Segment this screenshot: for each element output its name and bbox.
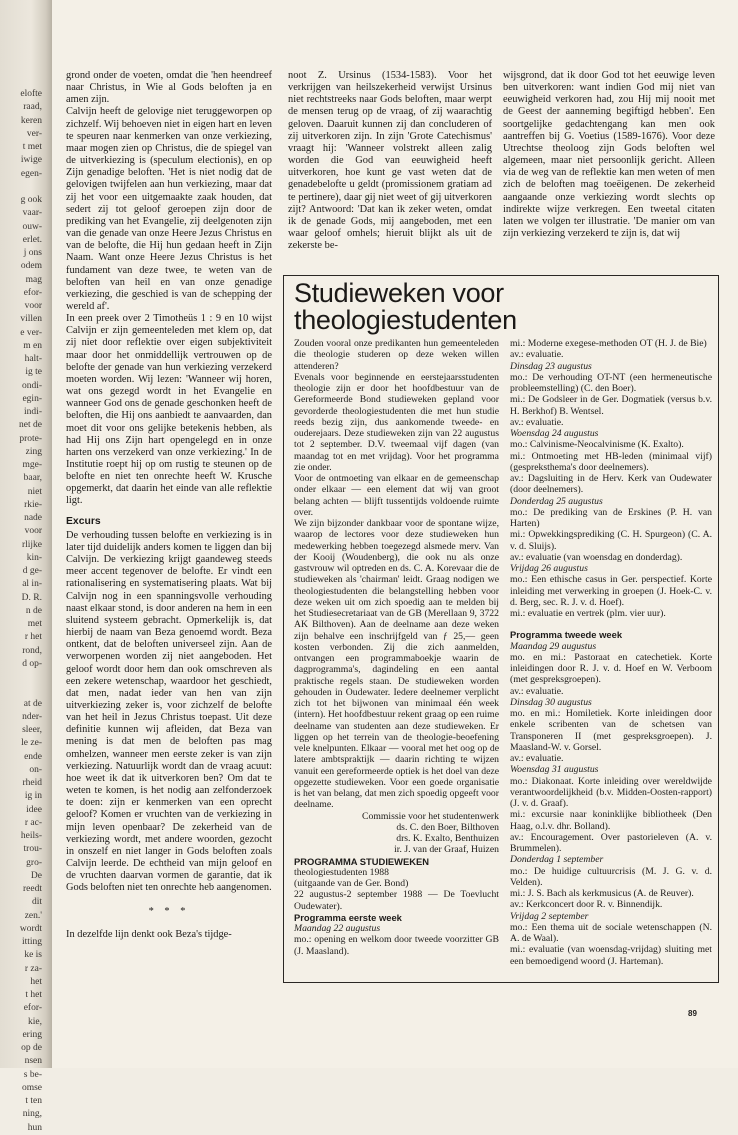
fragment-line: zing — [25, 446, 42, 457]
program-item: mi.: evaluatie en vertrek (plm. vier uur). — [510, 608, 666, 619]
paragraph: wijsgrond, dat ik door God tot het eeuwige leven ben uitverkoren: want indien God mij niet van eeuwigheid verkoren had, zou Hij mij nooit met de Geest der aanneming begiftigd hebben'. Een soortgelijke gedachtengang kan men ook aantreffen bij G. Voetius (1589-1676). Voor deze Utrechtse theoloog zijn Gods beloften wel algemeen, maar niet persoonlijk gericht. Alleen via de weg van de reflektie kan men weten of men zich de beloften mag toeëigenen. De zekerheid aangaande onze verkiezing wordt slechts op indirekte wijze verkregen. Een tweetal citaten laten we volgen ter illustratie. 'De manier om van zijn verkiezing verzekerd te zijn is, dat wij — [503, 70, 715, 240]
fragment-line: mge- — [22, 460, 42, 470]
fragment-line: voor — [24, 526, 42, 537]
fragment-line: t ten — [25, 1096, 42, 1106]
fragment-line: at de — [23, 698, 42, 709]
program-day: Woensdag 31 augustus — [510, 764, 599, 776]
program-item: av.: Encouragement. Over pastorieleven (A. v. Brummelen). — [510, 831, 712, 854]
fragment-line: halt- — [24, 354, 42, 364]
fragment-line: ondi- — [21, 380, 42, 391]
article-column-1 — [66, 70, 272, 941]
fragment-line: le ze- — [21, 738, 42, 749]
fragment-line: rkie- — [24, 499, 42, 510]
box-column-left — [294, 338, 499, 957]
box-column-right — [510, 338, 712, 967]
program-item: mo.: De huidige cultuurcrisis (M. J. G. v. d. Velden). — [510, 865, 712, 888]
fragment-line: omse — [21, 1082, 42, 1093]
program-item: mi.: De Godsleer in de Ger. Dogmatiek (versus b.v. H. Berkhof) B. Wentsel. — [510, 394, 712, 417]
fragment-line: gro- — [26, 857, 42, 868]
fragment-line: vaar- — [22, 208, 42, 219]
fragment-line: odem — [20, 261, 42, 272]
fragment-line: dit — [31, 897, 42, 908]
fragment-line: egen- — [20, 168, 42, 179]
article-column-3 — [503, 70, 715, 240]
article-column-2 — [288, 70, 492, 252]
fragment-line: trou- — [23, 844, 42, 855]
program-week-heading: Programma tweede week — [510, 629, 623, 641]
fragment-line: ende — [24, 751, 42, 762]
fragment-line: raad, — [23, 102, 42, 113]
paragraph: In dezelfde lijn denkt ook Beza's tijdge- — [66, 928, 232, 940]
paragraph: Zouden vooral onze predikanten hun gemeenteleden die theologie studeren op deze weken willen attenderen? — [294, 338, 499, 372]
fragment-line: ig in — [24, 791, 42, 802]
fragment-line: r za- — [24, 963, 42, 974]
paragraph: De verhouding tussen belofte en verkiezing is in later tijd duidelijk anders komen te liggen dan bij Calvijn. De verkiezing krijgt gaandeweg steeds meer accent tegenover de belofte. Er vindt een rationalisering en systematisering plaats. Wat bij Calvijn nog in een spanningsvolle verhouding naast elkaar stond, is door anderen na hem in een sluitend systeem gebracht. Opmerkelijk is, dat hierbij de naam van Beza genoemd wordt. Beza ontkent, dat de beloften universeel zijn. Aan de verworpenen worden zij niet aangeboden. Het geloof wordt door hem dan ook omschreven als een zekere wetenschap, waardoor het geschiedt, dat men, nadat ieder van hen van zijn uitverkiezing zeker is, voor zichzelf de belofte van het heil in Jezus Christus toepast. Uit deze definitie kunnen wij afleiden, dat Beza van mening is dat men de beloften pas mag omhelzen, wanneer men eerste zeker is van zijn verkiezing. Natuurlijk wordt dan de vraag acuut: hoe weet ik dat ik uitverkoren ben? Om dat te weten te komen, is het nodig aan zelfonderzoek te doen: zijn er kenmerken van een oprecht geloof? Komen er vruchten van de verkiezing in mijn leven openbaar? De zekerheid van de verkiezing wordt, met andere woorden, gezocht in onszelf en niet langer in Gods beloften zoals Calvijn leerde. De echtheid van mijn geloof en de vruchten daarvan vormen de garantie, dat ik Gods beloften niet ten onrechte heb aangenomen. — [66, 529, 272, 894]
fragment-line: hun — [27, 1122, 42, 1133]
fragment-line: nsen — [24, 1056, 42, 1067]
program-item: av.: evaluatie. — [510, 685, 564, 697]
fragment-line: voor — [24, 301, 42, 311]
fragment-line: villen — [20, 314, 42, 325]
fragment-line: efor- — [23, 1003, 42, 1014]
section-heading: Excurs — [66, 515, 101, 527]
program-item: mo.: Een ethische casus in Ger. perspectief. Korte inleiding met verwerking in groepen (J. Hoek-C. v. d. Berg, sec. R. J. v. d. Hoef). — [510, 574, 712, 608]
paragraph: We zijn bijzonder dankbaar voor de spontane wijze, waarop de lectores voor deze studieweken hun medewerking hebben toegezegd alsmede merv. Van der Kooij (Woudenberg), die ook nu als onze gastvrouw wil optreden en ds. C. A. Korevaar die de studieweken als 'chairman' leidt. Graag nodigen we theologiestudenten die belangstelling hebben voor deze weken uit om zich spoedig aan te melden bij het Studiesecretariaat van de GB (Merellaan 9, 3722 AK Bilthoven). Aan de deelname aan deze weken zijn behalve een inschrijfgeld van ƒ 25,— geen kosten verbonden. Zij die zich aanmelden, ontvangen een programmaboekje waarin de dagprogramma's, dagindeling en een aantal praktische regels staan. De studieweken worden gehouden in Oudewater. Iedere deelnemer verplicht zich tot het bijwonen van minimaal één week (intern). Het hoofdbestuur rekent graag op een ruime deelname van studenten aan deze studieweken. Er liggen op het terrein van de theologie-beoefening vele knelpunten. Elkaar — vooral met het oog op de latere ambtspraktijk — daarin richting te wijzen vanuit een gereformeerde optiek is het doel van deze opgezette studieweken. Voor een goede organisatie is het van belang, dat men zich spoedig opgeeft voor deelname. — [294, 518, 499, 811]
fragment-line: t het — [25, 990, 42, 1000]
program-item: mi.: excursie naar koninklijke bibliotheek (Den Haag, o.l.v. dhr. Bolland). — [510, 809, 712, 832]
section-divider: * * * — [148, 906, 190, 918]
program-day: Donderdag 1 september — [510, 854, 604, 866]
fragment-line: al in- — [22, 579, 42, 590]
fragment-line: t met — [22, 142, 42, 152]
signature-line: ir. J. van der Graaf, Huizen — [394, 844, 499, 856]
fragment-line: indi- — [24, 407, 42, 417]
fragment-line: D. R. — [21, 592, 42, 603]
signature-line: Commissie voor het studentenwerk — [362, 810, 499, 822]
program-day: Maandag 29 augustus — [510, 640, 597, 652]
fragment-line: zen.' — [24, 910, 42, 921]
fragment-line — [0, 671, 42, 684]
announcement-box — [283, 275, 719, 983]
program-day: Donderdag 25 augustus — [510, 495, 603, 507]
box-title-line-1: Studieweken voor — [294, 278, 504, 308]
fragment-line: prote- — [19, 433, 42, 444]
fragment-line: met — [27, 619, 42, 629]
fragment-line: r ac- — [24, 817, 42, 828]
program-item: mo.: opening en welkom door tweede voorzitter GB (J. Maasland). — [294, 934, 499, 957]
program-item: av.: evaluatie (van woensdag en donderdag). — [510, 551, 683, 563]
program-day: Dinsdag 23 augustus — [510, 360, 592, 372]
program-subtitle: 22 augustus-2 september 1988 — De Toevlucht Oudewater). — [294, 889, 499, 912]
fragment-line: nder- — [22, 711, 42, 722]
binding-edge — [0, 0, 52, 1133]
fragment-line: ning, — [22, 1109, 42, 1120]
fragment-line: erlet. — [22, 234, 42, 245]
paragraph: Voor de ontmoeting van elkaar en de gemeenschap onder elkaar — een element dat wij van groot belang achten — blijft tussentijds voldoende ruimte over. — [294, 473, 499, 518]
program-item: av.: evaluatie. — [510, 349, 564, 361]
program-item: mo.: Een thema uit de sociale wetenschappen (N. A. de Waal). — [510, 921, 712, 944]
fragment-line: elofte — [20, 89, 42, 99]
fragment-line: itting — [21, 937, 42, 947]
fragment-line: g ook — [20, 195, 42, 205]
fragment-line: net de — [19, 420, 42, 431]
signature-line: ds. C. den Boer, Bilthoven — [396, 821, 499, 833]
program-item: mo.: De prediking van de Erskines (P. H. van Harten) — [510, 506, 712, 529]
fragment-line: j ons — [23, 248, 42, 258]
program-item: mi.: evaluatie (van woensdag-vrijdag) sluiting met een bemoedigend woord (J. Harteman). — [510, 944, 712, 967]
fragment-line: r het — [24, 632, 42, 643]
fragment-line: wordt — [19, 923, 42, 934]
box-title — [294, 280, 714, 334]
fragment-line: m en — [23, 340, 42, 351]
fragment-line: iwige — [20, 155, 42, 166]
program-item: mo. en mi.: Pastoraat en catechetiek. Korte inleidingen door R. J. v. d. Hoef en W. Verboom (met gespreksgroepen). — [510, 651, 712, 686]
fragment-line: keren — [20, 115, 42, 126]
fragment-line: d ge- — [22, 566, 42, 576]
fragment-line: ouw- — [22, 221, 42, 232]
program-item: mi.: Moderne exegese-methoden OT (H. J. de Bie) — [510, 338, 707, 349]
page-number: 89 — [688, 1009, 697, 1018]
program-day: Woensdag 24 augustus — [510, 428, 599, 439]
program-week-heading: Programma eerste week — [294, 911, 402, 923]
program-item: mo.: De verhouding OT-NT (een hermeneutische probleemstelling) (C. den Boer). — [510, 371, 712, 394]
fragment-line: ering — [22, 1029, 42, 1040]
paragraph: noot Z. Ursinus (1534-1583). Voor het verkrijgen van heilszekerheid verwijst Ursinus niet rechtstreeks naar Gods beloften, maar werpt de mensen terug op de vraag, of zij waarachtig geloven. Daaruit kunnen zij dan concluderen of zij uitverkoren zijn. In zijn 'Grote Catechismus' vraagt hij: 'Wanneer volstrekt alleen zalig worden die God van eeuwigheid heeft uitverkoren, hoe kunt ge vast weten dat de genadebelofte u geldt (promissionem gratiam ad te pertinere), daar gij niet weet of gij uitverkoren zijt? Antwoord: 'Dat kan ik zeker weten, omdat ik de genade Gods, mij aangeboden, met een waar geloof omhels; hieruit blijkt als uit de zekerste be- — [288, 70, 492, 252]
fragment-line: s be- — [23, 1069, 42, 1080]
fragment-line: ver- — [26, 128, 42, 139]
fragment-line: rlijke — [21, 539, 42, 550]
fragment-line: on- — [29, 764, 42, 775]
fragment-line: heils- — [20, 831, 42, 841]
fragment-line: De — [30, 870, 42, 881]
fragment-line: reedt — [23, 884, 42, 894]
fragment-line: idee — [26, 804, 42, 815]
fragment-line: sleer, — [22, 725, 42, 735]
program-item: mo.: Calvinisme-Neocalvinisme (K. Exalto). — [510, 439, 684, 451]
fragment-line: mag — [25, 274, 42, 285]
program-item: av.: Kerkconcert door R. v. Binnendijk. — [510, 899, 663, 911]
fragment-line: rheid — [22, 778, 42, 788]
fragment-line: baar, — [23, 473, 42, 484]
program-item: mo.: Diakonaat. Korte inleiding over wereldwijde verantwoordelijkheid (b.v. Midden-Oosten-rapport) (J. v. d. Graaf). — [510, 775, 712, 809]
program-item: mi.: J. S. Bach als kerkmusicus (A. de Reuver). — [510, 888, 694, 899]
program-item: av.: Dagsluiting in de Herv. Kerk van Oudewater (door deelnemers). — [510, 473, 712, 496]
program-subtitle: theologiestudenten 1988 — [294, 866, 389, 878]
previous-page-fragments — [0, 88, 42, 1135]
paragraph: Calvijn heeft de gelovige niet teruggeworpen op zichzelf. Wij behoeven niet in eigen hart en leven te speuren naar kenmerken van onze verkiezing, maar mogen zien op Christus, die de spiegel van de uitverkiezing is (speculum electionis), en op Zijn genadige beloften. 'Het is niet nodig dat de gelovigen twijfelen aan hun verkiezing, maar dat zij het voor een uitgemaakte zaak houden, dat sedert zij tot geloof geroepen zijn door de prediking van het Evangelie, zij deelgenoten zijn van die genade van onze Heere Jezus Christus en van de belofte, die Hij hun gedaan heeft in Zijn Naam. Want onze Heere Jezus Christus is het fundament van deze twee, te weten van de beloften van heil en van onze genadige verkiezing, die geschied is van de schepping der wereld af'. — [66, 106, 272, 312]
fragment-line: ke is — [24, 950, 42, 961]
fragment-line: kin- — [26, 552, 42, 563]
fragment-line: op de — [21, 1043, 42, 1053]
fragment-line: het — [30, 976, 42, 987]
program-subtitle: (uitgaande van de Ger. Bond) — [294, 878, 409, 889]
fragment-line: niet — [27, 486, 42, 497]
fragment-line: efor- — [23, 287, 42, 298]
fragment-line: kie, — [28, 1016, 42, 1027]
program-item: av.: evaluatie. — [510, 753, 564, 764]
paragraph: grond onder de voeten, omdat die 'hen heendreef naar Christus, in Wie al Gods beloften ja en amen zijn. — [66, 70, 272, 106]
fragment-line: d op- — [22, 658, 42, 669]
program-item: mo. en mi.: Homiletiek. Korte inleidingen door enkele scribenten van de schetsen van Transponeren II (met gespreksgroepen). J. Maasland-W. v. Gorsel. — [510, 708, 712, 753]
fragment-line: nade — [24, 513, 42, 523]
program-day: Dinsdag 30 augustus — [510, 696, 592, 708]
program-item: mi.: Ontmoeting met HB-leden (minimaal vijf) (gespreksthema's door deelnemers). — [510, 450, 712, 473]
fragment-line — [0, 684, 42, 697]
fragment-line: n de — [25, 605, 42, 616]
fragment-line: egin- — [22, 393, 42, 404]
paragraph: Evenals voor beginnende en eerstejaarsstudenten theologie zijn er door het hoofdbestuur van de Gereformeerde Bond studieweken gepland voor gevorderde theologiestudenten die met hun studie reeds bezig zijn, dus aankomende tweede- en ouderejaars. Deze studieweken zijn van 22 augustus tot 2 september. D.V. tweemaal vijf dagen (van maandag tot en met vrijdag). Voor het programma zie onder. — [294, 371, 499, 473]
program-item: mi.: Opwekkingsprediking (C. H. Spurgeon) (C. A. v. d. Sluijs). — [510, 529, 712, 552]
program-day: Vrijdag 2 september — [510, 910, 589, 922]
box-title-line-2: theologiestudenten — [294, 305, 517, 335]
paragraph: In een preek over 2 Timotheüs 1 : 9 en 10 wijst Calvijn er zijn gemeenteleden met klem op, dat zij niet door reflektie over eigen subjektiviteit maar door het onmiddellijk vertrouwen op de belofte der genade van hun verkiezing verzekerd moeten worden. Wij lezen: 'Wanneer wij horen, wat ons gezegd wordt in het Evangelie en wanneer God ons de genade geschonken heeft de beloften, die Hij ons aanbiedt te aanvaarden, dan moet dit voor ons gelijke betekenis hebben, als had Hij ons Zijn hart opengelegd en in onze harten ons verzekerd van onze verkiezing.' In de Institutie roept hij op om rustig te steunen op de belofte en niet ten onrechte heeft W. Krusche opgemerkt, dat daarin het einde van alle reflektie ligt. — [66, 313, 272, 507]
fragment-line: ig te — [25, 367, 42, 378]
signature-line: drs. K. Exalto, Benthuizen — [396, 833, 499, 844]
fragment-line: rond, — [22, 645, 42, 656]
program-day: Vrijdag 26 augustus — [510, 563, 588, 574]
program-title: PROGRAMMA STUDIEWEKEN — [294, 855, 430, 867]
program-item: av.: evaluatie. — [510, 416, 564, 428]
program-day: Maandag 22 augustus — [294, 923, 381, 934]
fragment-line — [0, 181, 42, 194]
fragment-line: e ver- — [20, 327, 42, 338]
